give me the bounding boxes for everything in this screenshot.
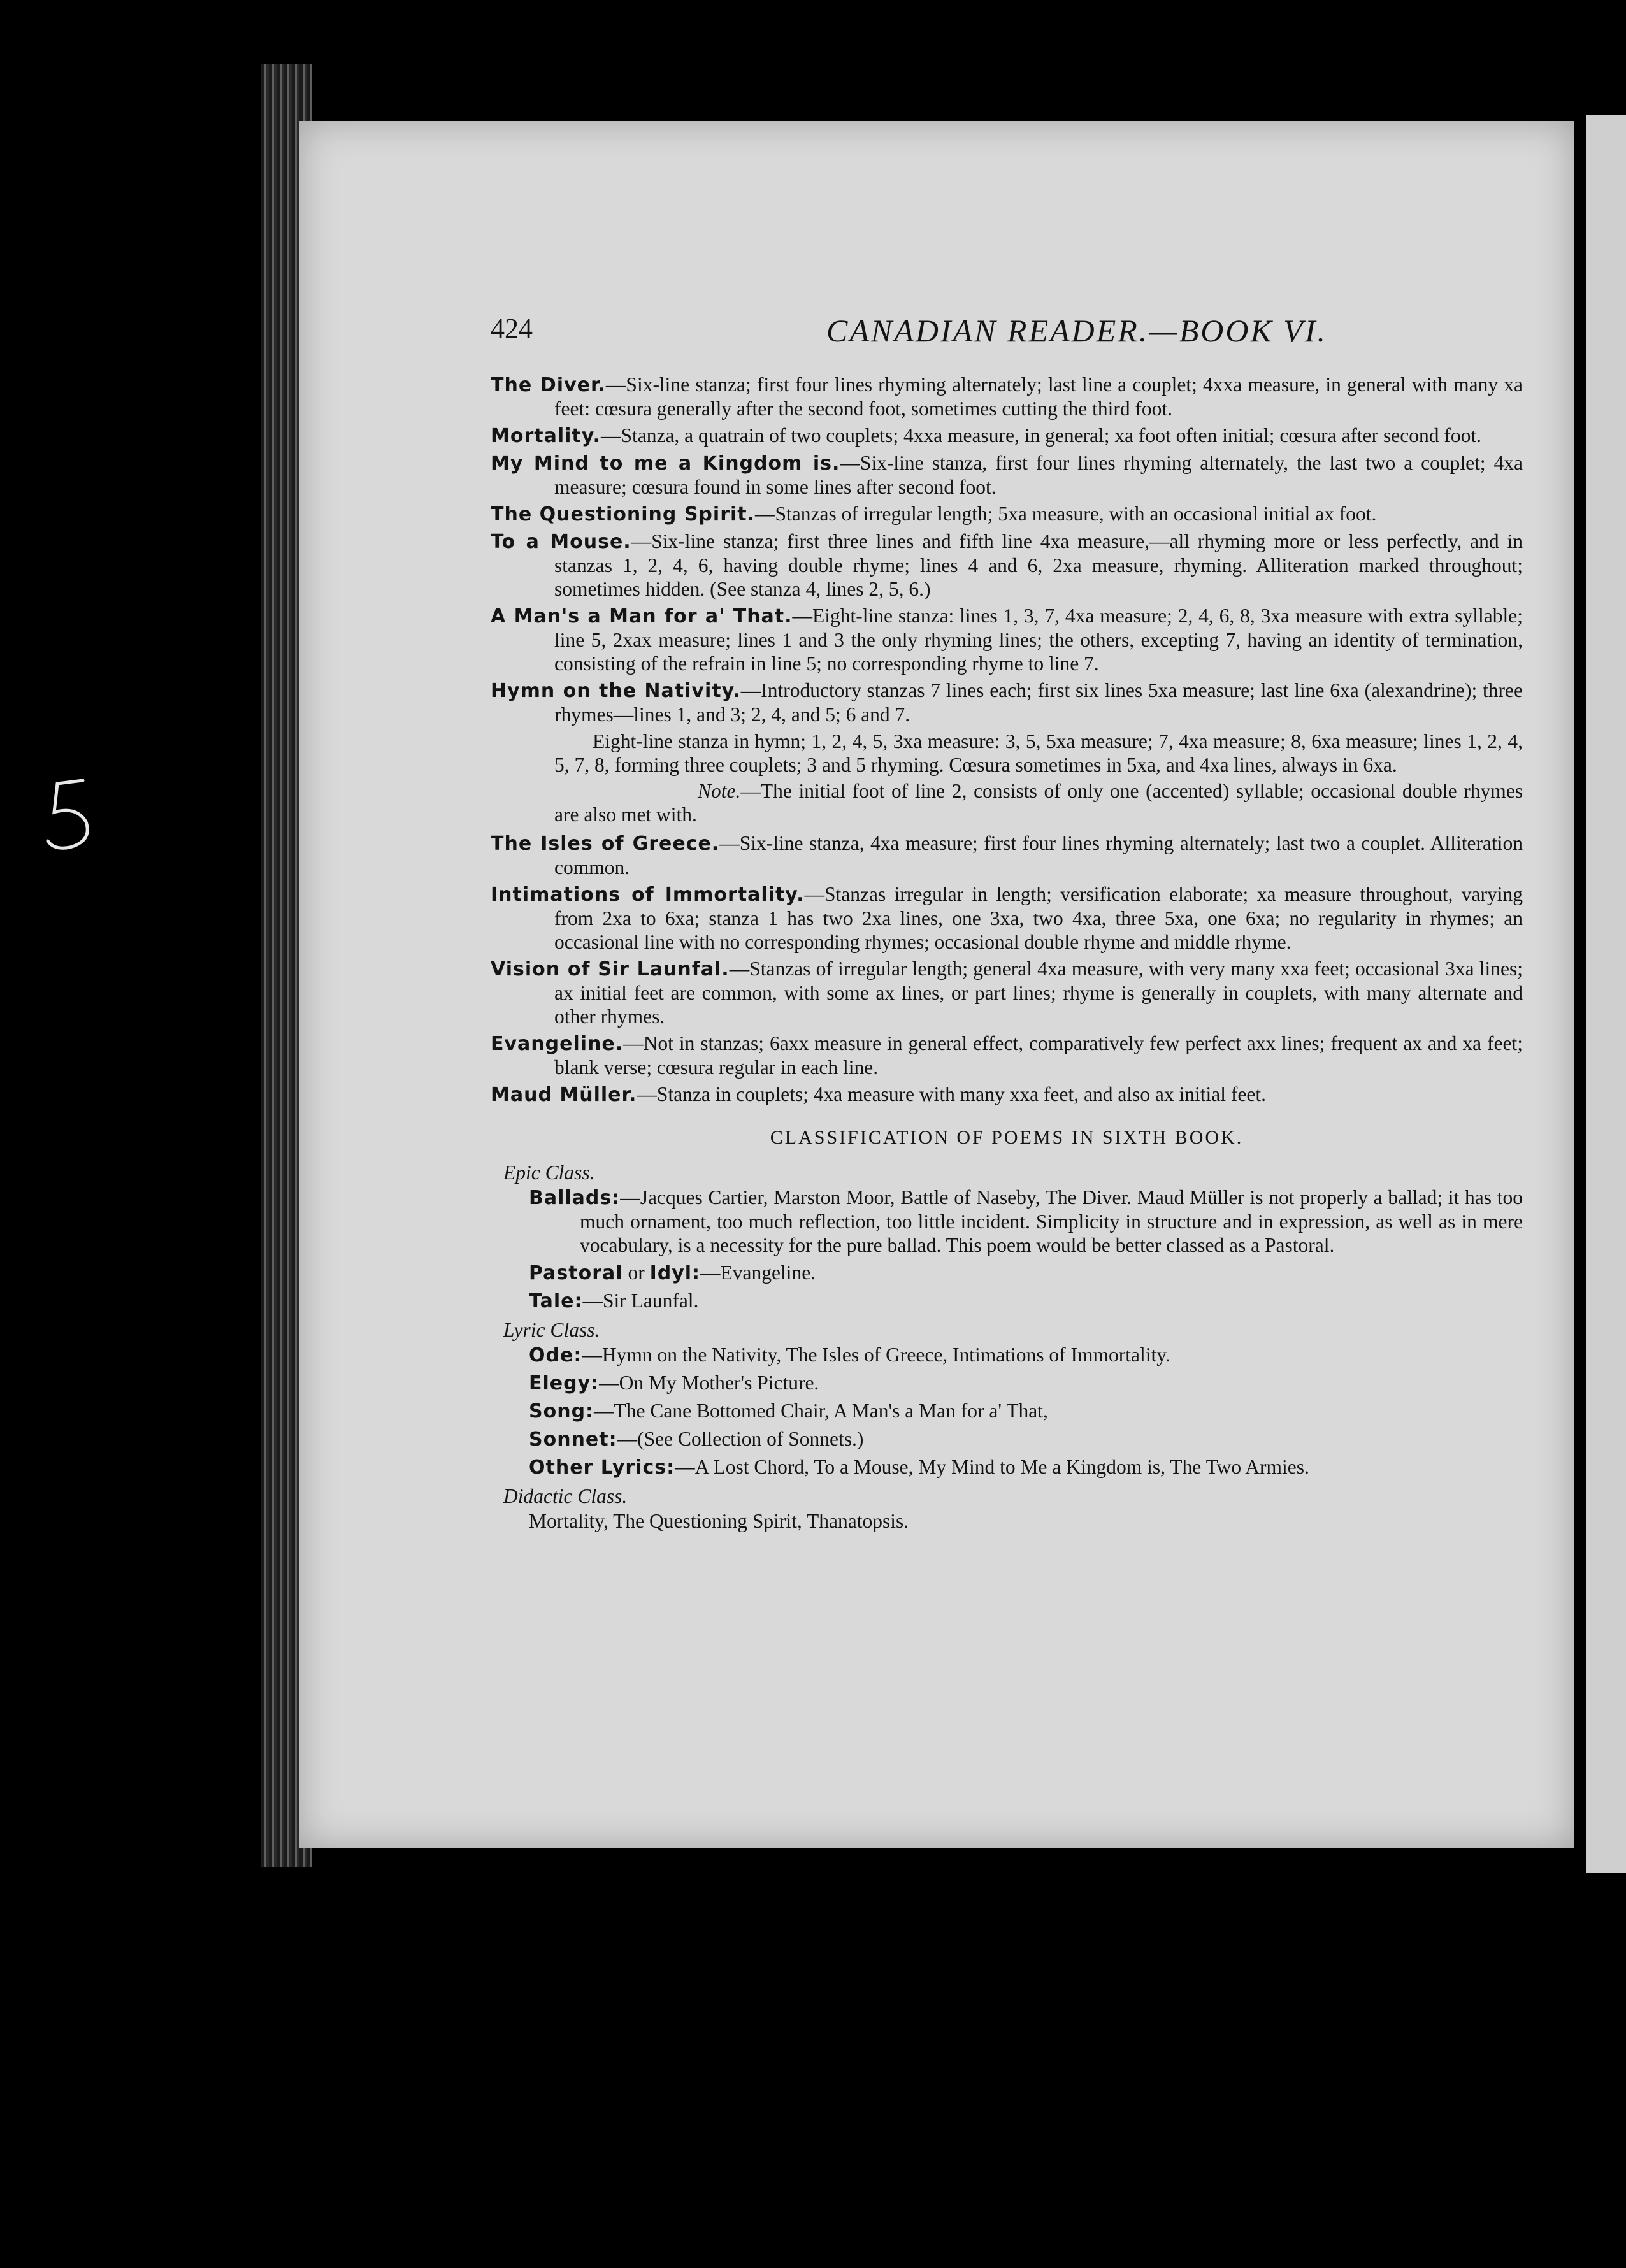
entry-maud-muller (491, 1082, 1523, 1107)
class-item-sonnet (491, 1427, 1523, 1451)
class-term: Elegy: (529, 1372, 600, 1395)
entry-term: The Isles of Greece. (491, 833, 720, 855)
entry-text: —Stanzas of irregular length; general 4xa measure, with very many xxa feet; occasional 3xa lines; ax initial feet are common, with some ax lines, or part lines; rhyme is generally in couplets, with many alternate and other rhymes. (554, 958, 1523, 1028)
class-term-alt: Idyl: (649, 1262, 701, 1284)
entry-text: —Eight-line stanza: lines 1, 3, 7, 4xa measure; 2, 4, 6, 8, 3xa measure with extra syllable; line 5, 2xax measure; lines 1 and 3 the only rhyming lines; the others, excepting 7, having an identity of termination, consisting of the refrain in line 5; no corresponding rhyme to line 7. (554, 605, 1523, 675)
hymn-paragraph: Eight-line stanza in hymn; 1, 2, 4, 5, 3xa measure: 3, 5, 5xa measure; 7, 4xa measure; 8, 6xa measure; lines 1, 2, 4, 5, 7, 8, forming three couplets; 3 and 5 rhyming. Cœsura sometimes in 5xa, and 4xa lines, always in 6xa. (554, 730, 1523, 776)
entry-term: The Diver. (491, 374, 606, 396)
entry-the-diver (491, 373, 1523, 420)
class-term: Tale: (529, 1290, 583, 1312)
class-term: Sonnet: (529, 1428, 617, 1451)
entry-to-a-mouse (491, 529, 1523, 601)
epic-class-label: Epic Class. (503, 1161, 595, 1184)
page-body (491, 373, 1523, 1537)
class-text: —On My Mother's Picture. (599, 1372, 819, 1394)
entry-term: Vision of Sir Launfal. (491, 958, 730, 980)
entry-text: —Six-line stanza, first four lines rhyming alternately, the last two a couplet; 4xa measure; cœsura found in some lines after second foot. (554, 452, 1523, 498)
note-text: —The initial foot of line 2, consists of only one (accented) syllable; occasional double rhymes are also met with. (554, 780, 1523, 826)
class-term: Ballads: (529, 1187, 621, 1209)
entry-text: —Stanzas irregular in length; versification elaborate; xa measure throughout, varying from 2xa to 6xa; stanza 1 has two 2xa lines, one 3xa, two 4xa, three 5xa, one 6xa; no regularity in rhymes; an occasional line with no corresponding rhymes; occasional double rhyme and middle rhyme. (554, 883, 1523, 953)
class-item-ode (491, 1343, 1523, 1367)
class-item-tale (491, 1289, 1523, 1313)
class-term: Other Lyrics: (529, 1456, 675, 1479)
entry-evangeline (491, 1031, 1523, 1079)
entry-text: —Stanza, a quatrain of two couplets; 4xxa measure, in general; xa foot often initial; cœsura after second foot. (600, 424, 1481, 447)
didactic-class-label: Didactic Class. (503, 1485, 628, 1507)
class-text: or (622, 1261, 650, 1284)
class-text: —Hymn on the Nativity, The Isles of Greece, Intimations of Immortality. (582, 1344, 1170, 1366)
class-term: Pastoral (529, 1262, 623, 1284)
class-item-song (491, 1399, 1523, 1423)
entry-text: —Six-line stanza, 4xa measure; first four lines rhyming alternately; last two a couplet. Alliteration common. (554, 832, 1523, 879)
class-item-pastoral (491, 1261, 1523, 1285)
class-text: —The Cane Bottomed Chair, A Man's a Man for a' That, (594, 1400, 1048, 1422)
entry-my-mind (491, 451, 1523, 499)
class-item-ballads (491, 1186, 1523, 1257)
class-term: Song: (529, 1400, 594, 1423)
entry-term: Mortality. (491, 425, 601, 447)
handwritten-margin-mark-5 (38, 771, 102, 860)
entry-text: —Not in stanzas; 6axx measure in general effect, comparatively few perfect axx lines; frequent ax and xa feet; blank verse; cœsura regular in each line. (554, 1032, 1523, 1079)
facing-page-edge (1586, 115, 1626, 1873)
entry-text: —Stanzas of irregular length; 5xa measure, with an occasional initial ax foot. (755, 503, 1377, 525)
entry-term: Hymn on the Nativity. (491, 680, 741, 702)
class-text: —(See Collection of Sonnets.) (617, 1428, 864, 1450)
entry-term: My Mind to me a Kingdom is. (491, 452, 840, 475)
entry-term: Intimations of Immortality. (491, 884, 805, 906)
entry-mortality (491, 424, 1523, 448)
class-text: —Jacques Cartier, Marston Moor, Battle of Naseby, The Diver. Maud Müller is not properly a ballad; it has too much ornament, too much reflection, too little incident. Simplicity in structure and in expression, as well as in mere vocabulary, is a necessity for the pure ballad. This poem would be better classed as a Pastoral. (580, 1186, 1523, 1256)
entry-term: To a Mouse. (491, 531, 631, 553)
entry-hymn-nativity (491, 678, 1523, 726)
class-item-other-lyrics (491, 1455, 1523, 1479)
entry-questioning-spirit (491, 502, 1523, 526)
class-term: Ode: (529, 1344, 582, 1367)
entry-term: Evangeline. (491, 1033, 624, 1055)
class-item-didactic: Mortality, The Questioning Spirit, Thanatopsis. (529, 1510, 909, 1532)
classification-title: CLASSIFICATION OF POEMS IN SIXTH BOOK. (770, 1127, 1244, 1148)
entry-text: —Introductory stanzas 7 lines each; first six lines 5xa measure; last line 6xa (alexandrine); three rhymes—lines 1, and 3; 2, 4, and 5; 6 and 7. (554, 679, 1523, 726)
entry-a-mans-a-man (491, 604, 1523, 675)
entry-text: —Six-line stanza; first four lines rhyming alternately; last line a couplet; 4xxa measure, in general with many xa feet: cœsura generally after the second foot, sometimes cutting the third foot. (554, 373, 1523, 420)
page-header (491, 312, 1548, 363)
hymn-note (491, 779, 1523, 826)
book-page (299, 121, 1574, 1848)
entry-text: —Six-line stanza; first three lines and fifth line 4xa measure,—all rhyming more or less perfectly, and in stanzas 1, 2, 4, 6, having double rhyme; lines 4 and 6, 2xa measure, rhyming. Alliteration marked throughout; sometimes hidden. (See stanza 4, lines 2, 5, 6.) (554, 530, 1523, 600)
note-label: Note. (698, 780, 741, 802)
entry-term: A Man's a Man for a' That. (491, 605, 793, 628)
entry-sir-launfal (491, 957, 1523, 1028)
entry-term: The Questioning Spirit. (491, 503, 756, 526)
entry-isles-of-greece (491, 831, 1523, 879)
entry-term: Maud Müller. (491, 1084, 637, 1106)
page-number: 424 (491, 313, 533, 344)
class-text: —Sir Launfal. (582, 1289, 699, 1312)
lyric-class-label: Lyric Class. (503, 1319, 600, 1341)
entry-intimations (491, 882, 1523, 954)
running-head: CANADIAN READER.—BOOK VI. (826, 313, 1327, 348)
class-item-elegy (491, 1371, 1523, 1395)
entry-text: —Stanza in couplets; 4xa measure with many xxa feet, and also ax initial feet. (637, 1083, 1266, 1105)
class-text-alt: —Evangeline. (700, 1261, 816, 1284)
class-text: —A Lost Chord, To a Mouse, My Mind to Me a Kingdom is, The Two Armies. (675, 1456, 1309, 1478)
